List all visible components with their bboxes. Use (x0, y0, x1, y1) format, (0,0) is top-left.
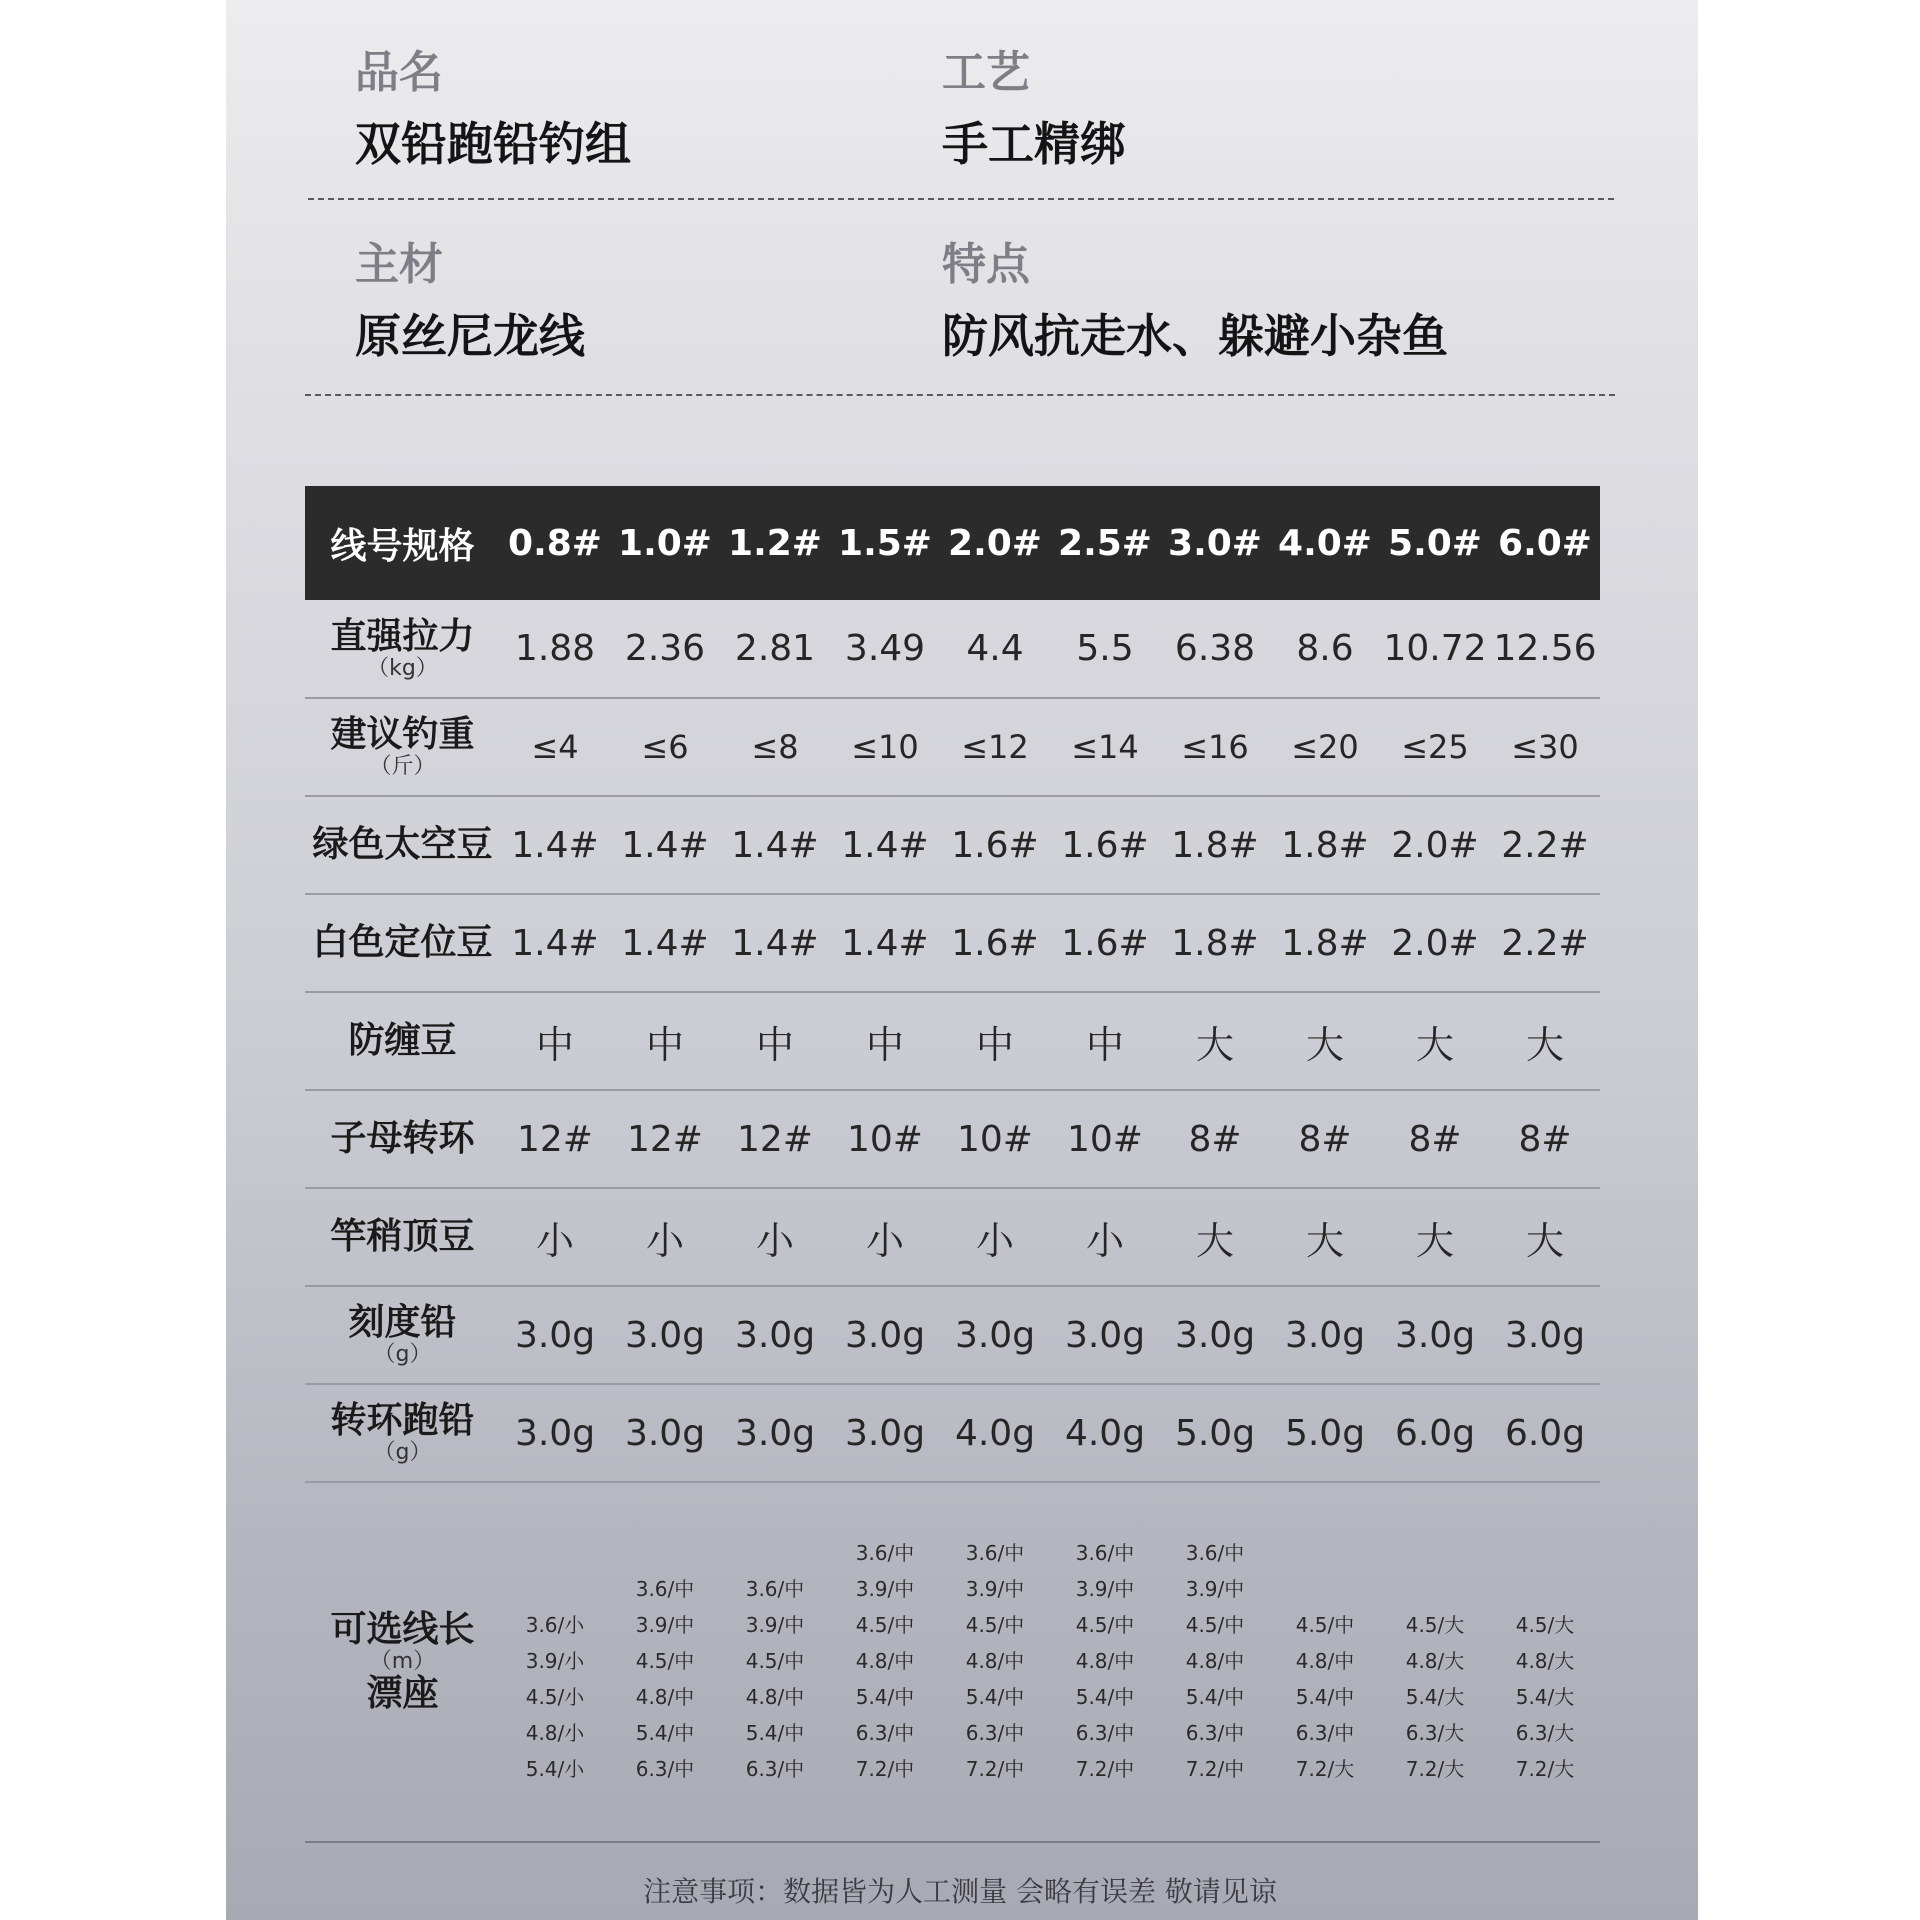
row-label (305, 698, 500, 796)
length-option: 3.9/中 (855, 1577, 915, 1601)
length-option: 4.8/中 (1295, 1649, 1355, 1673)
length-cell (1380, 1482, 1490, 1842)
table-cell: 10.72 (1380, 600, 1490, 698)
table-cell: 2.81 (720, 600, 830, 698)
table-cell: 大 (1380, 992, 1490, 1090)
length-option: 6.3/中 (1295, 1721, 1355, 1745)
table-cell: 1.4# (830, 894, 940, 992)
table-row (305, 1286, 1600, 1384)
spec-table (305, 486, 1600, 1843)
header-label: 线号规格 (305, 486, 500, 600)
length-list (720, 1537, 830, 1787)
table-cell: 5.0g (1270, 1384, 1380, 1482)
table-cell: ≤12 (940, 698, 1050, 796)
length-option: 3.6/中 (855, 1541, 915, 1565)
length-option: 7.2/大 (1295, 1757, 1355, 1781)
table-header-row (305, 486, 1600, 600)
table-cell: 3.0g (500, 1286, 610, 1384)
table-cell: 小 (830, 1188, 940, 1286)
table-cell: 3.0g (500, 1384, 610, 1482)
table-cell: 3.49 (830, 600, 940, 698)
column-header: 1.0# (610, 486, 720, 600)
length-option: 6.3/大 (1515, 1721, 1575, 1745)
length-option: 3.9/中 (745, 1613, 805, 1637)
table-cell: 4.0g (1050, 1384, 1160, 1482)
table-cell: 3.0g (720, 1286, 830, 1384)
length-option: 4.5/中 (1295, 1613, 1355, 1637)
table-cell: ≤14 (1050, 698, 1160, 796)
length-option: 5.4/中 (965, 1685, 1025, 1709)
length-option: 4.8/小 (525, 1721, 585, 1745)
length-option: 6.3/中 (855, 1721, 915, 1745)
table-cell: 8.6 (1270, 600, 1380, 698)
length-option: 4.8/中 (855, 1649, 915, 1673)
table-cell: 8# (1490, 1090, 1600, 1188)
table-cell: ≤6 (610, 698, 720, 796)
table-cell: 10# (940, 1090, 1050, 1188)
table-cell: ≤10 (830, 698, 940, 796)
table-cell: 1.4# (500, 796, 610, 894)
table-cell: 大 (1270, 1188, 1380, 1286)
length-cell (1050, 1482, 1160, 1842)
table-cell: 1.4# (500, 894, 610, 992)
table-cell: 2.0# (1380, 894, 1490, 992)
length-option: 4.5/中 (855, 1613, 915, 1637)
length-option: 6.3/中 (1185, 1721, 1245, 1745)
length-option: 4.5/中 (745, 1649, 805, 1673)
length-cell (940, 1482, 1050, 1842)
row-unit: （g） (373, 1342, 432, 1367)
length-list (1050, 1537, 1160, 1787)
length-option: 3.6/中 (965, 1541, 1025, 1565)
length-option: 5.4/中 (855, 1685, 915, 1709)
length-option: 3.9/中 (1185, 1577, 1245, 1601)
table-cell: 2.2# (1490, 894, 1600, 992)
length-option: 5.4/大 (1515, 1685, 1575, 1709)
column-header: 2.0# (940, 486, 1050, 600)
info-value-name: 双铅跑铅钓组 (355, 117, 631, 171)
length-option: 6.3/中 (635, 1757, 695, 1781)
table-cell: ≤16 (1160, 698, 1270, 796)
table-cell: 中 (940, 992, 1050, 1090)
length-option: 6.3/大 (1405, 1721, 1465, 1745)
table-cell: 1.6# (940, 796, 1050, 894)
row-label-text: 绿色太空豆 (312, 824, 493, 865)
length-option: 4.5/中 (1075, 1613, 1135, 1637)
row-label-text: 漂座 (366, 1673, 439, 1714)
length-option: 3.9/中 (1075, 1577, 1135, 1601)
table-cell: 3.0g (610, 1384, 720, 1482)
table-cell: 中 (500, 992, 610, 1090)
table-cell: 1.4# (610, 796, 720, 894)
length-cell (1160, 1482, 1270, 1842)
length-option: 4.8/中 (1075, 1649, 1135, 1673)
length-list (610, 1537, 720, 1787)
table-cell: 8# (1380, 1090, 1490, 1188)
length-option: 4.8/大 (1515, 1649, 1575, 1673)
table-cell: 2.0# (1380, 796, 1490, 894)
length-list (940, 1537, 1050, 1787)
table-cell: 小 (610, 1188, 720, 1286)
divider (305, 394, 1615, 396)
footer-note: 注意事项：数据皆为人工测量 会略有误差 敬请见谅 (643, 1875, 1277, 1908)
length-cell (720, 1482, 830, 1842)
length-option: 5.4/中 (1295, 1685, 1355, 1709)
table-row (305, 1188, 1600, 1286)
length-option: 4.8/中 (1185, 1649, 1245, 1673)
table-cell: 1.88 (500, 600, 610, 698)
length-option: 5.4/中 (635, 1721, 695, 1745)
column-header: 1.5# (830, 486, 940, 600)
table-cell: 1.6# (1050, 894, 1160, 992)
table-cell: 2.36 (610, 600, 720, 698)
length-option: 7.2/中 (1185, 1757, 1245, 1781)
info-label-feature: 特点 (942, 239, 1030, 290)
row-label (305, 1090, 500, 1188)
length-option: 4.5/小 (525, 1685, 585, 1709)
length-option: 6.3/中 (745, 1757, 805, 1781)
length-option: 4.8/中 (965, 1649, 1025, 1673)
length-option: 6.3/中 (965, 1721, 1025, 1745)
info-value-feature: 防风抗走水、躲避小杂鱼 (942, 309, 1448, 363)
length-option: 4.5/中 (1185, 1613, 1245, 1637)
info-value-material: 原丝尼龙线 (355, 309, 585, 363)
length-option: 5.4/中 (745, 1721, 805, 1745)
row-label (305, 992, 500, 1090)
row-label (305, 796, 500, 894)
table-cell: 小 (1050, 1188, 1160, 1286)
column-header: 2.5# (1050, 486, 1160, 600)
table-cell: 3.0g (1160, 1286, 1270, 1384)
length-option: 3.6/中 (745, 1577, 805, 1601)
row-label (305, 1188, 500, 1286)
info-label-material: 主材 (355, 239, 443, 290)
table-cell: ≤8 (720, 698, 830, 796)
length-list (1160, 1537, 1270, 1787)
length-option: 5.4/中 (1185, 1685, 1245, 1709)
table-body (305, 600, 1600, 1842)
length-cell (1490, 1482, 1600, 1842)
length-cell (610, 1482, 720, 1842)
table-cell: 小 (940, 1188, 1050, 1286)
table-cell: 1.8# (1160, 796, 1270, 894)
divider (308, 198, 1614, 200)
table-cell: 1.4# (610, 894, 720, 992)
column-header: 3.0# (1160, 486, 1270, 600)
table-cell: 2.2# (1490, 796, 1600, 894)
length-cell (500, 1482, 610, 1842)
length-option: 7.2/中 (855, 1757, 915, 1781)
table-cell: 1.8# (1270, 894, 1380, 992)
length-option: 4.8/中 (635, 1685, 695, 1709)
length-option: 5.4/小 (525, 1757, 585, 1781)
length-option: 3.6/中 (1075, 1541, 1135, 1565)
column-header: 1.2# (720, 486, 830, 600)
length-option: 7.2/中 (1075, 1757, 1135, 1781)
table-cell: ≤20 (1270, 698, 1380, 796)
table-cell: 3.0g (830, 1384, 940, 1482)
table-row (305, 992, 1600, 1090)
table-cell: 1.8# (1270, 796, 1380, 894)
row-label-text: 竿稍顶豆 (330, 1216, 475, 1257)
row-label-text: 防缠豆 (348, 1020, 457, 1061)
table-cell: 3.0g (830, 1286, 940, 1384)
table-cell: 5.5 (1050, 600, 1160, 698)
table-cell: 小 (500, 1188, 610, 1286)
row-label-text: 子母转环 (330, 1118, 475, 1159)
length-list (1270, 1537, 1380, 1787)
table-cell: 大 (1380, 1188, 1490, 1286)
table-cell: 中 (830, 992, 940, 1090)
table-cell: 10# (1050, 1090, 1160, 1188)
length-option: 3.9/中 (965, 1577, 1025, 1601)
table-cell: 1.6# (1050, 796, 1160, 894)
info-label-name: 品名 (355, 47, 443, 98)
length-option: 3.9/中 (635, 1613, 695, 1637)
table-row (305, 698, 1600, 796)
table-cell: 10# (830, 1090, 940, 1188)
row-label (305, 1286, 500, 1384)
length-option: 3.6/中 (635, 1577, 695, 1601)
length-option: 4.5/中 (965, 1613, 1025, 1637)
table-row (305, 894, 1600, 992)
length-option: 4.5/大 (1405, 1613, 1465, 1637)
table-cell: 3.0g (1490, 1286, 1600, 1384)
table-cell: 1.4# (720, 796, 830, 894)
table-cell: 6.38 (1160, 600, 1270, 698)
row-label-text: 建议钓重 (330, 714, 475, 755)
length-option: 3.6/小 (525, 1613, 585, 1637)
row-unit: （kg） (367, 655, 438, 681)
row-label-text: 转环跑铅 (330, 1400, 475, 1441)
table-cell: 8# (1270, 1090, 1380, 1188)
column-header: 4.0# (1270, 486, 1380, 600)
info-label-craft: 工艺 (942, 47, 1030, 98)
length-option: 7.2/大 (1515, 1757, 1575, 1781)
table-cell: 12# (610, 1090, 720, 1188)
length-cell (1270, 1482, 1380, 1842)
length-option: 5.4/大 (1405, 1685, 1465, 1709)
table-cell: 3.0g (1380, 1286, 1490, 1384)
length-option: 3.9/小 (525, 1649, 585, 1673)
table-row (305, 1384, 1600, 1482)
table-cell: 12# (720, 1090, 830, 1188)
length-cell (830, 1482, 940, 1842)
table-cell: 中 (720, 992, 830, 1090)
table-cell: 大 (1270, 992, 1380, 1090)
table-cell: 1.8# (1160, 894, 1270, 992)
table-cell: 大 (1160, 1188, 1270, 1286)
row-label (305, 1482, 500, 1842)
row-unit: （g） (373, 1440, 432, 1465)
column-header: 0.8# (500, 486, 610, 600)
table-cell: ≤30 (1490, 698, 1600, 796)
info-value-craft: 手工精绑 (942, 117, 1126, 171)
table-cell: 3.0g (610, 1286, 720, 1384)
table-cell: 12.56 (1490, 600, 1600, 698)
length-option: 4.8/大 (1405, 1649, 1465, 1673)
table-cell: 4.0g (940, 1384, 1050, 1482)
table-cell: ≤25 (1380, 698, 1490, 796)
length-option: 4.5/中 (635, 1649, 695, 1673)
table-cell: 小 (720, 1188, 830, 1286)
length-list (500, 1537, 610, 1787)
table-row (305, 796, 1600, 894)
table-cell: 大 (1160, 992, 1270, 1090)
row-label (305, 600, 500, 698)
row-label-text: 直强拉力 (330, 615, 475, 657)
column-header: 6.0# (1490, 486, 1600, 600)
table-cell: 3.0g (940, 1286, 1050, 1384)
length-option: 6.3/中 (1075, 1721, 1135, 1745)
row-label-text: （m） (369, 1649, 436, 1674)
length-option: 5.4/中 (1075, 1685, 1135, 1709)
table-cell: 8# (1160, 1090, 1270, 1188)
table-cell: 1.4# (720, 894, 830, 992)
table-cell: 6.0g (1490, 1384, 1600, 1482)
length-option: 7.2/大 (1405, 1757, 1465, 1781)
table-cell: 5.0g (1160, 1384, 1270, 1482)
row-unit: （斤） (369, 754, 436, 779)
table-cell: 中 (1050, 992, 1160, 1090)
table-cell: ≤4 (500, 698, 610, 796)
table-cell: 中 (610, 992, 720, 1090)
table-cell: 1.4# (830, 796, 940, 894)
length-list (1490, 1537, 1600, 1787)
row-label-text: 白色定位豆 (312, 922, 493, 963)
table-cell: 大 (1490, 1188, 1600, 1286)
length-list (1380, 1537, 1490, 1787)
row-label (305, 1384, 500, 1482)
row-label-text: 可选线长 (330, 1609, 475, 1650)
row-label (305, 894, 500, 992)
table-cell: 3.0g (1050, 1286, 1160, 1384)
length-option: 3.6/中 (1185, 1541, 1245, 1565)
row-label-text: 刻度铅 (348, 1302, 457, 1343)
table-cell: 12# (500, 1090, 610, 1188)
table-cell: 1.6# (940, 894, 1050, 992)
column-header: 5.0# (1380, 486, 1490, 600)
table-cell: 6.0g (1380, 1384, 1490, 1482)
table-cell: 3.0g (720, 1384, 830, 1482)
length-option: 7.2/中 (965, 1757, 1025, 1781)
table-cell: 3.0g (1270, 1286, 1380, 1384)
length-option: 4.5/大 (1515, 1613, 1575, 1637)
table-cell: 4.4 (940, 600, 1050, 698)
table-row (305, 1090, 1600, 1188)
length-list (830, 1537, 940, 1787)
length-option: 4.8/中 (745, 1685, 805, 1709)
table-row (305, 600, 1600, 698)
table-cell: 大 (1490, 992, 1600, 1090)
table-row-length (305, 1482, 1600, 1842)
